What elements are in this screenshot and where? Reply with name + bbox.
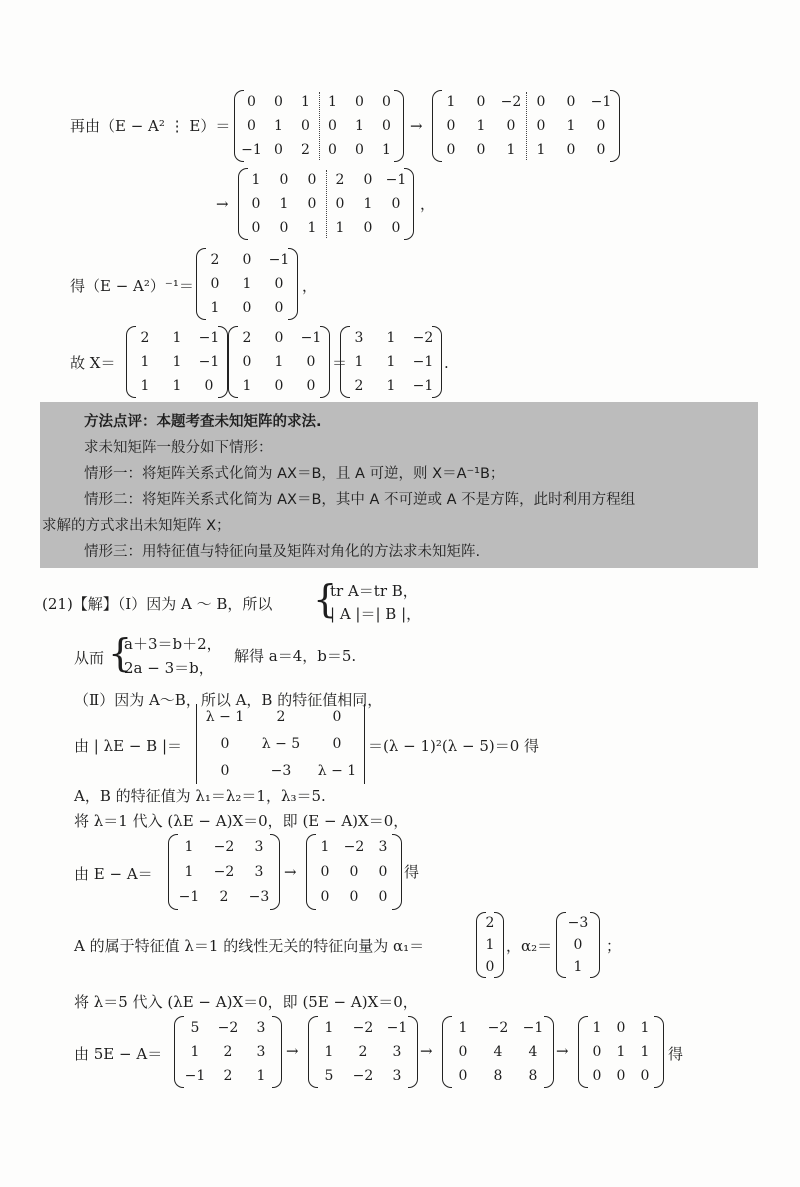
text-de-1: 得: [404, 863, 420, 881]
eb-cell: 3: [378, 838, 388, 855]
f4-cell: 1: [592, 1020, 602, 1036]
matrix-e-minus-a: [168, 834, 280, 910]
a3-cell: 1: [307, 220, 317, 236]
ea-cell: 1: [184, 838, 194, 855]
x2-cell: −1: [300, 330, 322, 346]
a1-cell: 0: [355, 94, 364, 110]
brace-2: {: [108, 631, 133, 675]
a2-cell: 0: [596, 118, 606, 134]
a2-cell: 1: [566, 118, 576, 134]
a2-cell: 0: [476, 94, 486, 110]
a3-cell: 0: [279, 172, 289, 188]
x3-cell: 3: [354, 330, 364, 346]
x1-cell: −1: [198, 354, 220, 370]
text-part-2: （Ⅱ）因为 A～B，所以 A，B 的特征值相同，: [74, 691, 383, 709]
f2-cell: −1: [386, 1020, 408, 1036]
brace-2-line-b: 2a − 3＝b，: [124, 659, 214, 677]
x2-cell: 0: [306, 354, 316, 370]
matrix-inverse: [196, 248, 298, 320]
a2-cell: 0: [566, 94, 576, 110]
x2-cell: 0: [274, 378, 284, 394]
a3-cell: 0: [391, 196, 401, 212]
det-cell: 0: [220, 736, 230, 752]
f4-cell: 0: [616, 1020, 626, 1036]
a3-cell: 0: [307, 196, 317, 212]
matrix-x1: [126, 326, 228, 398]
matrix-x3: [340, 326, 442, 398]
method-review-box: [40, 402, 758, 568]
a1-cell: 0: [247, 118, 256, 134]
inv-cell: 0: [210, 276, 220, 292]
a2-cell: 0: [566, 142, 576, 158]
det-cell: 0: [332, 709, 342, 726]
inv-cell: −1: [268, 252, 290, 268]
inv-cell: 0: [242, 300, 252, 316]
text-from: 从而: [74, 649, 105, 667]
v2-cell: 1: [573, 959, 583, 975]
f1-cell: 1: [190, 1044, 200, 1060]
det-cell: λ − 1: [205, 709, 245, 726]
f2-cell: 1: [324, 1044, 334, 1060]
brace-1: {: [313, 577, 338, 621]
arrow-2: →: [216, 195, 229, 213]
a3-cell: 0: [335, 196, 345, 212]
det-cell: λ − 5: [261, 736, 301, 752]
ea-cell: −2: [213, 838, 235, 855]
a2-cell: −2: [500, 94, 522, 110]
a3-cell: 0: [391, 220, 401, 236]
ea-cell: −3: [248, 889, 270, 906]
f3-cell: −1: [522, 1020, 544, 1036]
a1-separator: [319, 92, 320, 160]
box-line-6: 情形三：用特征值与特征向量及矩阵对角化的方法求未知矩阵.: [84, 544, 481, 560]
inv-cell: 2: [210, 252, 220, 268]
box-line-1: 方法点评：本题考查未知矩阵的求法.: [84, 414, 322, 430]
matrix-step-2: [442, 1016, 554, 1088]
f3-cell: 8: [493, 1068, 503, 1084]
a3-cell: 1: [335, 220, 345, 236]
text-sub-5: 将 λ＝5 代入 (λE − A)X＝0，即 (5E − A)X＝0，: [74, 993, 418, 1011]
a2-cell: 0: [446, 142, 456, 158]
f3-cell: 0: [458, 1068, 468, 1084]
matrix-5e-minus-a: [174, 1016, 282, 1088]
matrix-x2: [228, 326, 330, 398]
det-cell: 2: [276, 709, 286, 726]
a1-cell: 0: [328, 118, 337, 134]
a1-cell: 0: [274, 94, 283, 110]
f3-cell: 4: [528, 1044, 538, 1060]
eb-cell: 0: [320, 864, 330, 880]
period-1: .: [444, 354, 449, 372]
a2-cell: 1: [506, 142, 516, 158]
a3-cell: 2: [335, 172, 345, 188]
a1-cell: −1: [241, 142, 262, 158]
arrow-1: →: [410, 117, 423, 135]
a2-cell: 0: [596, 142, 606, 158]
f4-cell: 1: [640, 1020, 650, 1036]
v2-cell: −3: [567, 915, 589, 931]
det-cell: λ − 1: [317, 762, 357, 779]
matrix-e-minus-a-reduced: [306, 834, 402, 910]
det-cell: 0: [220, 762, 230, 779]
a2-cell: −1: [590, 94, 612, 110]
a1-cell: 0: [274, 142, 283, 158]
text-line-1: 再由（E − A² ⋮ E）＝: [70, 117, 231, 135]
text-line-3: 故 X＝: [70, 354, 116, 372]
x2-cell: 0: [242, 354, 252, 370]
eb-cell: 0: [349, 864, 359, 880]
a1-cell: 1: [301, 94, 310, 110]
det-cell: −3: [270, 762, 292, 779]
eb-cell: −2: [343, 838, 365, 855]
text-alpha-2: ，α₂＝: [506, 937, 553, 955]
f2-cell: 5: [324, 1068, 334, 1084]
a1-cell: 1: [355, 118, 364, 134]
arrow-3: →: [284, 863, 297, 881]
a2-cell: 0: [506, 118, 516, 134]
f4-cell: 1: [616, 1044, 626, 1060]
x3-cell: −1: [412, 354, 434, 370]
comma-1: ，: [420, 195, 436, 213]
text-5ea-pre: 由 5E − A＝: [74, 1045, 163, 1063]
eb-cell: 0: [349, 889, 359, 906]
eb-cell: 0: [378, 889, 388, 906]
brace-1-line-b: | A |＝| B |，: [330, 605, 422, 623]
x1-cell: 2: [140, 330, 150, 346]
a2-cell: 0: [446, 118, 456, 134]
box-line-2: 求未知矩阵一般分如下情形：: [84, 440, 273, 456]
inv-cell: 1: [242, 276, 252, 292]
x2-cell: 1: [242, 378, 252, 394]
matrix-aug-1: [234, 90, 404, 162]
x3-cell: −1: [412, 378, 434, 394]
f1-cell: 2: [223, 1044, 233, 1060]
a3-cell: 0: [363, 220, 373, 236]
eb-cell: 0: [320, 889, 330, 906]
v1-cell: 0: [485, 959, 495, 975]
box-line-5: 求解的方式求出未知矩阵 X；: [42, 518, 231, 534]
a1-cell: 1: [328, 94, 337, 110]
brace-2-line-a: a＋3＝b＋2，: [124, 635, 222, 653]
x3-cell: 1: [386, 378, 396, 394]
a3-cell: 0: [251, 196, 261, 212]
text-det-pre: 由 | λE − B |＝: [74, 737, 182, 755]
x2-cell: 2: [242, 330, 252, 346]
vector-alpha-2: [556, 912, 600, 978]
inv-cell: 0: [274, 300, 284, 316]
f2-cell: −2: [352, 1020, 374, 1036]
matrix-step-1: [308, 1016, 418, 1088]
x2-cell: 0: [274, 330, 284, 346]
a3-cell: 1: [279, 196, 289, 212]
f4-cell: 0: [640, 1068, 650, 1084]
f2-cell: 1: [324, 1020, 334, 1036]
a3-cell: −1: [385, 172, 407, 188]
a3-cell: 0: [251, 220, 261, 236]
a1-cell: 1: [274, 118, 283, 134]
v2-left-bracket: [556, 912, 566, 978]
a2-cell: 1: [446, 94, 456, 110]
text-det-post: ＝(λ − 1)²(λ − 5)＝0 得: [368, 737, 540, 755]
text-solve: 解得 a＝4，b＝5.: [234, 647, 357, 665]
text-ea-pre: 由 E − A＝: [74, 865, 153, 883]
a3-cell: 0: [279, 220, 289, 236]
text-eigenvalues: A，B 的特征值为 λ₁＝λ₂＝1，λ₃＝5.: [74, 787, 326, 805]
arrow-4: →: [286, 1042, 299, 1060]
a2-cell: 0: [476, 142, 486, 158]
f4-cell: 1: [640, 1044, 650, 1060]
a1-cell: 0: [247, 94, 256, 110]
ea-cell: 3: [254, 864, 264, 880]
brace-1-line-a: tr A＝tr B，: [330, 582, 418, 600]
a1-cell: 0: [301, 118, 310, 134]
f3-cell: 8: [528, 1068, 538, 1084]
f3-cell: 4: [493, 1044, 503, 1060]
ea-cell: −2: [213, 864, 235, 880]
a2-cell: 1: [536, 142, 546, 158]
problem-21-header: (21)【解】（Ⅰ）因为 A ～ B，所以: [42, 595, 273, 613]
eb-cell: 0: [378, 864, 388, 880]
determinant: [196, 704, 366, 784]
matrix-step-3: [578, 1016, 664, 1088]
f1-cell: −1: [184, 1068, 206, 1084]
ea-cell: 1: [184, 864, 194, 880]
f4-cell: 0: [616, 1068, 626, 1084]
det-cell: 0: [332, 736, 342, 752]
f3-cell: 1: [458, 1020, 468, 1036]
f1-cell: 3: [256, 1020, 266, 1036]
v1-cell: 2: [485, 915, 495, 931]
f1-cell: 5: [190, 1020, 200, 1036]
f1-cell: 3: [256, 1044, 266, 1060]
a2-separator: [526, 92, 527, 160]
text-de-2: 得: [668, 1045, 684, 1063]
x1-cell: 1: [140, 378, 150, 394]
a3-cell: 0: [307, 172, 317, 188]
ea-cell: 2: [219, 889, 229, 906]
x2-cell: 1: [274, 354, 284, 370]
a1-cell: 0: [355, 142, 364, 158]
comma-2: ，: [302, 277, 318, 295]
f1-cell: 1: [256, 1068, 266, 1084]
ea-cell: 3: [254, 838, 264, 855]
a2-cell: 0: [536, 94, 546, 110]
f1-cell: −2: [217, 1020, 239, 1036]
x3-cell: 1: [386, 330, 396, 346]
f3-cell: −2: [487, 1020, 509, 1036]
v2-cell: 0: [573, 937, 583, 953]
v2-right-bracket: [590, 912, 600, 978]
f2-cell: 3: [392, 1068, 402, 1084]
text-sub-1: 将 λ＝1 代入 (λE − A)X＝0，即 (E − A)X＝0，: [74, 812, 409, 830]
arrow-5: →: [420, 1042, 433, 1060]
x2-cell: 0: [306, 378, 316, 394]
x1-cell: −1: [198, 330, 220, 346]
eb-cell: 1: [320, 838, 330, 855]
a2-cell: 1: [476, 118, 486, 134]
f2-cell: −2: [352, 1068, 374, 1084]
a1-cell: 2: [301, 142, 310, 158]
matrix-aug-3: [238, 168, 414, 240]
text-line-2: 得（E − A²）⁻¹＝: [70, 277, 194, 295]
x1-cell: 1: [172, 330, 182, 346]
box-line-4: 情形二：将矩阵关系式化简为 AX＝B，其中 A 不可逆或 A 不是方阵，此时利用方程组: [84, 492, 636, 508]
f2-cell: 3: [392, 1044, 402, 1060]
matrix-aug-2: [432, 90, 620, 162]
x3-cell: −2: [412, 330, 434, 346]
arrow-6: →: [556, 1042, 569, 1060]
f1-cell: 2: [223, 1068, 233, 1084]
vector-alpha-1: [476, 912, 504, 978]
inv-cell: 0: [242, 252, 252, 268]
a3-cell: 1: [363, 196, 373, 212]
x1-cell: 1: [140, 354, 150, 370]
x3-cell: 1: [386, 354, 396, 370]
semicolon: ；: [606, 937, 622, 955]
x3-cell: 2: [354, 378, 364, 394]
x1-cell: 0: [204, 378, 214, 394]
a1-cell: 0: [382, 118, 391, 134]
inv-cell: 0: [274, 276, 284, 292]
v1-right-bracket: [494, 912, 504, 978]
a3-cell: 0: [363, 172, 373, 188]
v1-cell: 1: [485, 937, 495, 953]
a1-cell: 0: [382, 94, 391, 110]
equals: ＝: [332, 354, 348, 372]
a1-cell: 1: [382, 142, 391, 158]
x1-cell: 1: [172, 378, 182, 394]
f4-cell: 0: [592, 1044, 602, 1060]
f2-cell: 2: [358, 1044, 368, 1060]
f4-cell: 0: [592, 1068, 602, 1084]
box-line-3: 情形一：将矩阵关系式化简为 AX＝B，且 A 可逆，则 X＝A⁻¹B；: [84, 466, 505, 482]
ea-cell: −1: [178, 889, 200, 906]
x3-cell: 1: [354, 354, 364, 370]
a3-separator: [326, 170, 327, 238]
a2-cell: 0: [536, 118, 546, 134]
f3-cell: 0: [458, 1044, 468, 1060]
inv-cell: 1: [210, 300, 220, 316]
a3-cell: 1: [251, 172, 261, 188]
a1-cell: 0: [328, 142, 337, 158]
x1-cell: 1: [172, 354, 182, 370]
text-eigvec: A 的属于特征值 λ＝1 的线性无关的特征向量为 α₁＝: [74, 937, 425, 955]
